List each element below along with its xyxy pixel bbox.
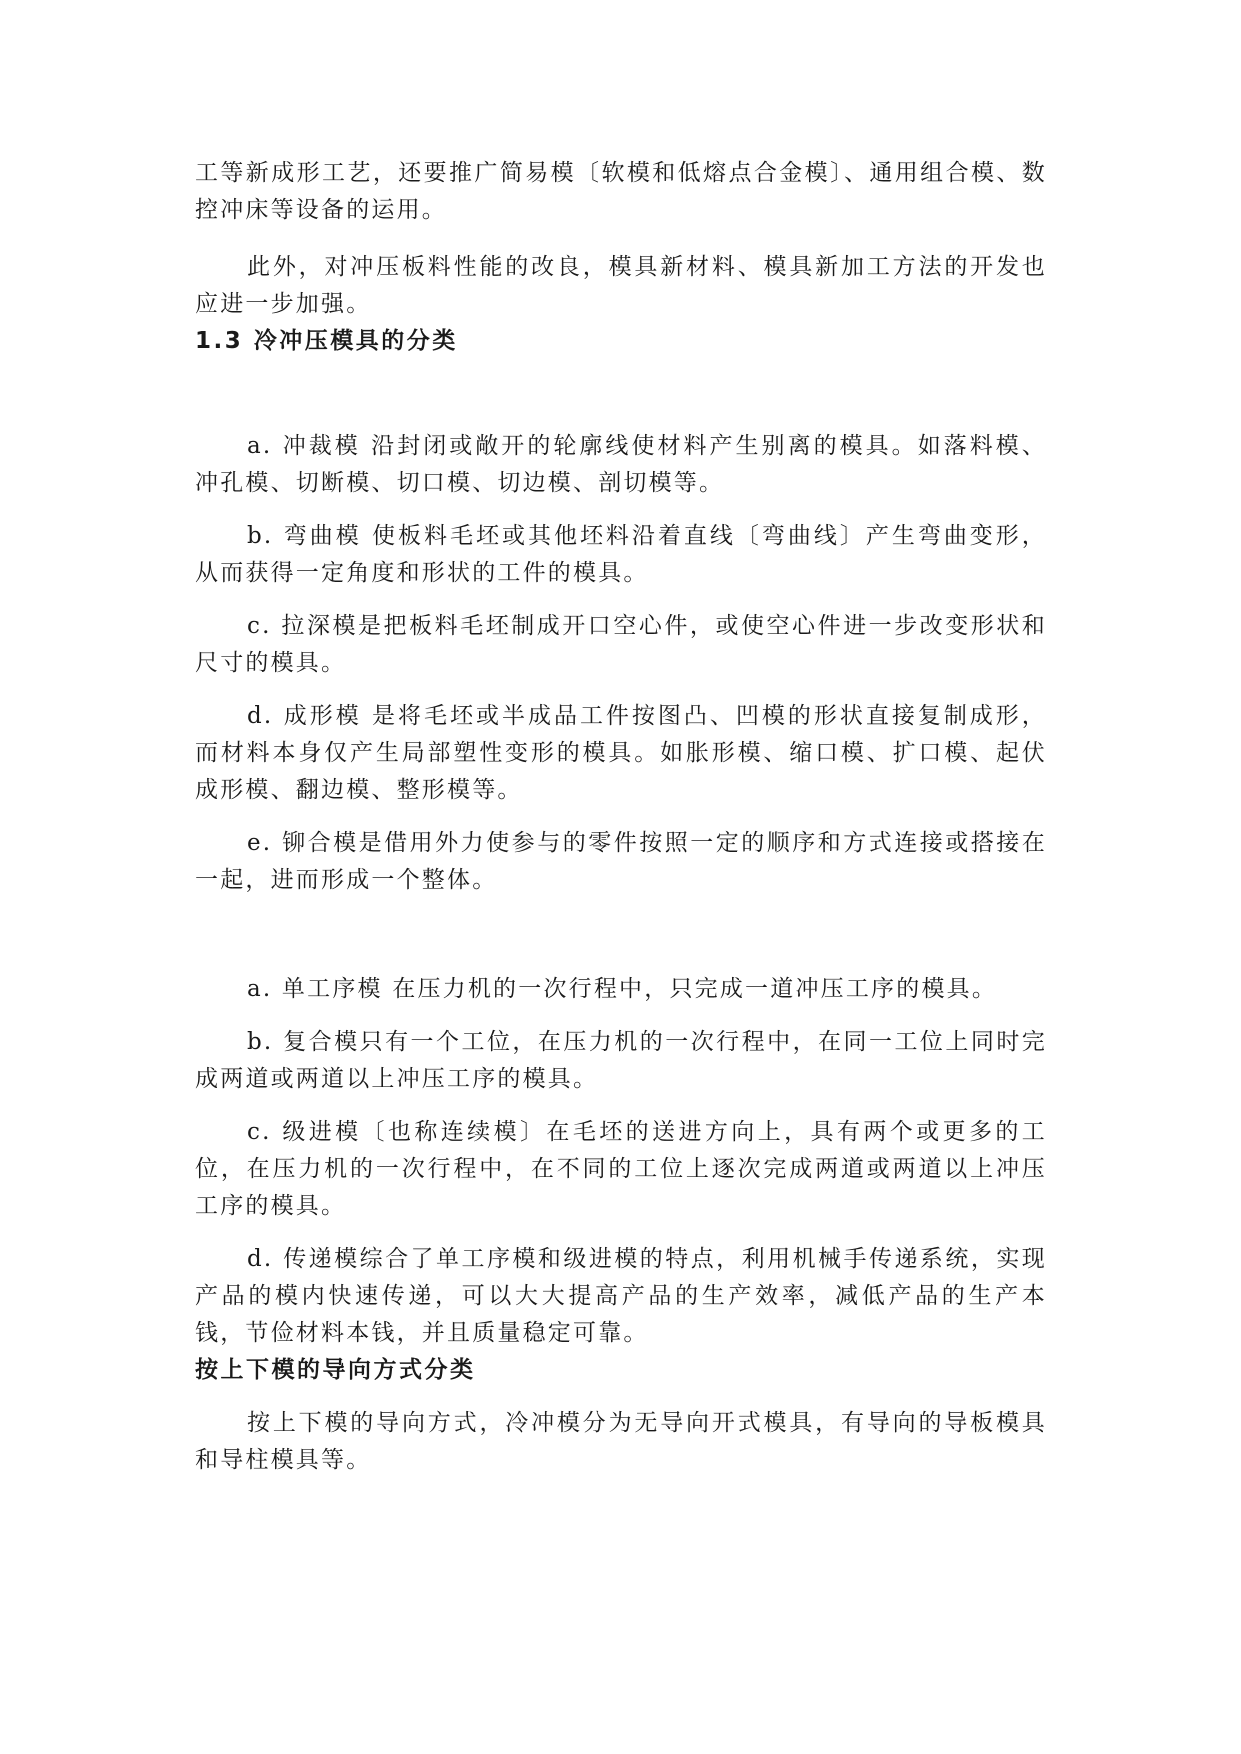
list-item-transfer-die: d. 传递模综合了单工序模和级进模的特点，利用机械手传递系统，实现产品的模内快速传递，可以大大提高产品的生产效率，减低产品的生产本钱，节俭材料本钱，并且质量稳定可靠。 bbox=[195, 1246, 1047, 1346]
section-heading-guide-classification: 按上下模的导向方式分类 bbox=[195, 1357, 476, 1383]
list-item-forming-die: d. 成形模 是将毛坯或半成品工件按图凸、凹模的形状直接复制成形，而材料本身仅产生局部塑性变形的模具。如胀形模、缩口模、扩口模、起伏成形模、翻边模、整形模等。 bbox=[195, 703, 1047, 803]
paragraph-guide-types: 按上下模的导向方式，冷冲模分为无导向开式模具，有导向的导板模具和导柱模具等。 bbox=[195, 1410, 1047, 1473]
list-item-progressive-die: c. 级进模〔也称连续模〕在毛坯的送进方向上，具有两个或更多的工位，在压力机的一次行程中，在不同的工位上逐次完成两道或两道以上冲压工序的模具。 bbox=[195, 1119, 1047, 1219]
list-item-drawing-die: c. 拉深模是把板料毛坯制成开口空心件，或使空心件进一步改变形状和尺寸的模具。 bbox=[195, 613, 1047, 676]
section-heading-mold-classification: 1.3 冷冲压模具的分类 bbox=[195, 328, 458, 354]
list-item-riveting-die: e. 铆合模是借用外力使参与的零件按照一定的顺序和方式连接或搭接在一起，进而形成一个整体。 bbox=[195, 830, 1047, 893]
list-item-blanking-die: a. 冲裁模 沿封闭或敞开的轮廓线使材料产生别离的模具。如落料模、冲孔模、切断模、切口模、切边模、剖切模等。 bbox=[195, 433, 1047, 496]
paragraph-improvements: 此外，对冲压板料性能的改良，模具新材料、模具新加工方法的开发也应进一步加强。 bbox=[195, 254, 1047, 317]
list-item-compound-die: b. 复合模只有一个工位，在压力机的一次行程中，在同一工位上同时完成两道或两道以上冲压工序的模具。 bbox=[195, 1029, 1047, 1092]
paragraph-intro-continued: 工等新成形工艺，还要推广简易模〔软模和低熔点合金模〕、通用组合模、数控冲床等设备的运用。 bbox=[195, 160, 1047, 223]
document-body bbox=[195, 155, 1047, 1479]
list-item-single-process-die: a. 单工序模 在压力机的一次行程中，只完成一道冲压工序的模具。 bbox=[247, 976, 998, 1002]
section-spacer bbox=[195, 899, 1047, 971]
section-spacer bbox=[195, 360, 1047, 428]
list-item-bending-die: b. 弯曲模 使板料毛坯或其他坯料沿着直线〔弯曲线〕产生弯曲变形，从而获得一定角度和形状的工件的模具。 bbox=[195, 523, 1047, 586]
